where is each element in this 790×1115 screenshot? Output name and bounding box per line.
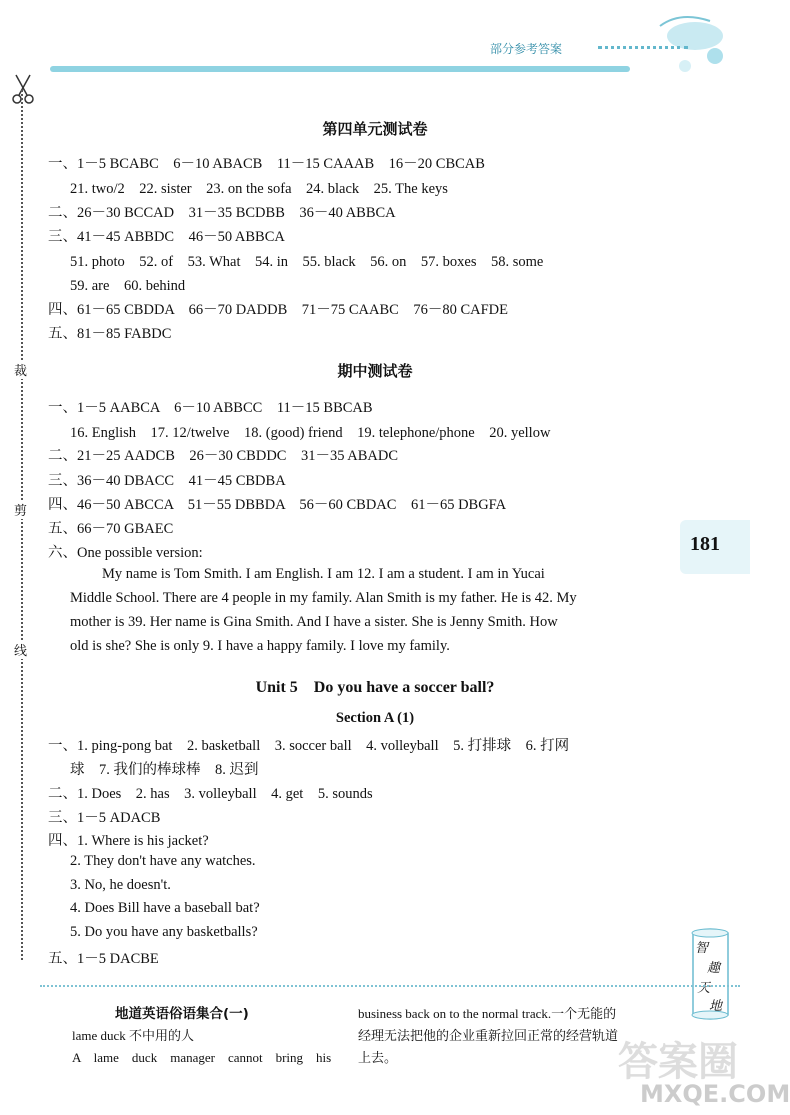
page-number: 181 (690, 533, 720, 555)
midterm-title: 期中测试卷 (337, 362, 413, 380)
answer-line: 球 7. 我们的棒球棒 8. 迟到 (70, 762, 259, 778)
answer-line: 四、1. Where is his jacket? (48, 833, 209, 849)
header-rule (50, 66, 630, 72)
essay-line: mother is 39. Her name is Gina Smith. And I have a sister. She is Jenny Smith. How (70, 614, 558, 630)
answer-line: 16. English 17. 12/twelve 18. (good) friend 19. telephone/phone 20. yellow (70, 425, 551, 441)
answer-line: 一、1. ping-pong bat 2. basketball 3. soccer ball 4. volleyball 5. 打排球 6. 打网 (48, 738, 570, 754)
answer-line: 3. No, he doesn't. (70, 877, 171, 893)
scroll-char: 天 (697, 980, 711, 995)
footer-title: 地道英语俗语集合(一) (115, 1006, 249, 1022)
footer-line: business back on to the normal track.一个无能的 (358, 1006, 617, 1021)
essay-line: Middle School. There are 4 people in my family. Alan Smith is my father. He is 42. My (70, 590, 577, 606)
answer-line: 二、1. Does 2. has 3. volleyball 4. get 5. sounds (48, 786, 373, 802)
scissors-icon (10, 72, 36, 111)
header-dots (598, 46, 688, 49)
essay-line: My name is Tom Smith. I am English. I am 12. I am a student. I am in Yucai (102, 566, 545, 582)
unit4-title: 第四单元测试卷 (322, 120, 428, 138)
answer-line: 四、61－65 CBDDA 66－70 DADDB 71－75 CAABC 76－80 CAFDE (48, 302, 509, 318)
answer-line: 一、1－5 AABCA 6－10 ABBCC 11－15 BBCAB (48, 400, 373, 416)
answer-line: 4. Does Bill have a baseball bat? (70, 900, 260, 916)
watermark-logo: 答案圈 (618, 1039, 738, 1085)
scroll-char: 地 (709, 998, 723, 1013)
essay-line: old is she? She is only 9. I have a happy family. I love my family. (70, 638, 450, 654)
answer-line: 三、36－40 DBACC 41－45 CBDBA (48, 473, 286, 489)
margin-mark-line: 线 (14, 640, 27, 659)
margin-mark-trim: 剪 (14, 500, 27, 519)
answer-line: 5. Do you have any basketballs? (70, 924, 258, 940)
unit5-title: Unit 5 Do you have a soccer ball? (255, 679, 495, 696)
answer-line: 51. photo 52. of 53. What 54. in 55. black 56. on 57. boxes 58. some (70, 254, 544, 270)
answer-line: 二、21－25 AADCB 26－30 CBDDC 31－35 ABADC (48, 448, 399, 464)
answer-line: 21. two/2 22. sister 23. on the sofa 24. black 25. The keys (70, 181, 448, 197)
answer-line: 六、One possible version: (48, 545, 203, 561)
answer-line: 2. They don't have any watches. (70, 853, 256, 869)
scroll-char: 趣 (707, 960, 721, 975)
answer-line: 五、1－5 DACBE (48, 951, 159, 967)
scroll-decoration (683, 925, 738, 1025)
answer-line: 四、46－50 ABCCA 51－55 DBBDA 56－60 CBDAC 61－65 DBGFA (48, 497, 507, 513)
answer-line: 二、26－30 BCCAD 31－35 BCDBB 36－40 ABBCA (48, 205, 396, 221)
footer-line: 经理无法把他的企业重新拉回正常的经营轨道 (358, 1028, 619, 1043)
footer-dots (40, 985, 740, 987)
watermark-url: MXQE.COM (640, 1080, 790, 1108)
answer-line: 五、81－85 FABDC (48, 326, 172, 342)
section-title: Section A (1) (335, 710, 415, 726)
footer-line: 上去。 (358, 1050, 398, 1065)
cut-line (21, 90, 23, 960)
answer-line: 三、41－45 ABBDC 46－50 ABBCA (48, 229, 285, 245)
answer-line: 一、1－5 BCABC 6－10 ABACB 11－15 CAAAB 16－20 CBCAB (48, 156, 485, 172)
header-label: 部分参考答案 (490, 42, 563, 56)
scroll-char: 智 (695, 940, 709, 955)
answer-line: 五、66－70 GBAEC (48, 521, 174, 537)
margin-mark-cut: 裁 (14, 360, 27, 379)
footer-line: lame duck 不中用的人 (72, 1028, 195, 1043)
answer-line: 三、1－5 ADACB (48, 810, 161, 826)
answer-line: 59. are 60. behind (70, 278, 186, 294)
footer-line: A lame duck manager cannot bring his (72, 1050, 332, 1065)
